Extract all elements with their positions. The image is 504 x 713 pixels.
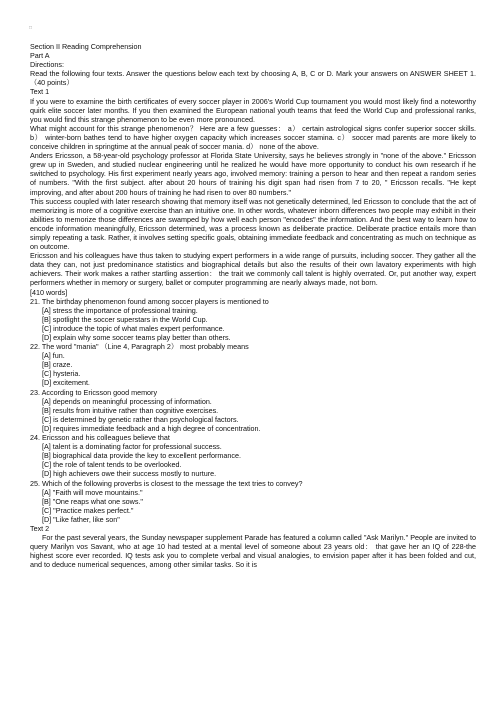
answer-option: [D] explain why some soccer teams play better than others. — [42, 333, 231, 342]
text1-title: Text 1 — [30, 87, 50, 97]
answer-option: [A] stress the importance of professional training. — [42, 305, 198, 315]
answer-option: [C] hysteria. — [42, 369, 81, 379]
part-label: Part A — [30, 51, 50, 61]
text1-paragraph: If you were to examine the birth certificates of every soccer player in 2006's World Cup tournament you would most likely find a noteworthy quirk elite soccer later months. If you then examined the European national youth teams that feed the World Cup and professional ranks, you would find this strange phenomenon to be even more pronounced. — [30, 96, 476, 124]
answer-option: [B] craze. — [42, 360, 73, 370]
answer-option: [D] excitement. — [42, 378, 90, 388]
section-title: Section II Reading Comprehension — [30, 42, 142, 51]
question-24 — [30, 433, 476, 478]
answer-option: [A] talent is a dominating factor for professional success. — [42, 442, 222, 452]
corner-mark: □ — [29, 25, 33, 31]
answer-option: [B] results from intuitive rather than cognitive exercises. — [42, 405, 219, 415]
text2-paragraph: For the past several years, the Sunday newspaper supplement Parade has featured a column called "Ask Marilyn." People are invited to query Marilyn vos Savant, who at age 10 had tested at a mental level of someone about 23 years old： that gave her an IQ of 228-the highest score ever recorded. IQ tests ask you to complete verbal and visual analogies, to envision paper after it has been folded and cut, and to deduce numerical sequences, among other similar tasks. So it is — [30, 533, 476, 570]
question-stem: 23. According to Ericsson good memory — [30, 387, 158, 397]
answer-option: [A] "Faith will move mountains." — [42, 487, 143, 497]
question-stem: 24. Ericsson and his colleagues believe that — [30, 433, 170, 443]
answer-option: [D] requires immediate feedback and a high degree of concentration. — [42, 423, 261, 433]
directions-label: Directions: — [30, 60, 64, 70]
answer-option: [C] is determined by genetic rather than psychological factors. — [42, 414, 239, 424]
directions-text: Read the following four texts. Answer the questions below each text by choosing A, B, C or D. Mark your answers on ANSWER SHEET 1. （40 points） — [30, 69, 476, 88]
answer-option: [A] fun. — [42, 351, 65, 361]
word-count: [410 words] — [30, 287, 68, 297]
answer-option: [B] "One reaps what one sows." — [42, 496, 143, 506]
text2-title: Text 2 — [30, 523, 50, 533]
text1-paragraph: What might account for this strange phenomenon？ Here are a few guesses： a） certain astrological signs confer superior soccer skills. b） winter-born bathes tend to have higher oxygen capacity which increases soccer stamina. c） soccer mad parents are more likely to conceive children in springtime at the annual peak of soccer mania. d） none of the above. — [30, 123, 476, 152]
question-21 — [30, 297, 476, 342]
question-25 — [30, 479, 476, 524]
answer-option: [C] "Practice makes perfect." — [42, 505, 134, 515]
answer-option: [D] high achievers owe their success mostly to nurture. — [42, 469, 217, 479]
question-23 — [30, 388, 476, 433]
question-stem: 21. The birthday phenomenon found among soccer players is mentioned to — [30, 296, 269, 306]
question-stem: 25. Which of the following proverbs is closest to the message the text tries to convey? — [30, 478, 303, 488]
text1-paragraph: This success coupled with later research showing that memory itself was not genetically determined, led Ericsson to conclude that the act of memorizing is more of a cognitive exercise than an intuitive one. In other words, whatever inborn differences two people may exhibit in their abilities to memorize those differences are swamped by how well each person "encodes" the information. And the best way to learn how to encode information meaningfully, Ericsson determined, was a process known as deliberate practice. Deliberate practice entails more than simply repeating a task. Rather, it involves setting specific goals, obtaining immediate feedback and concentrating as much on technique as on outcome. — [30, 196, 476, 252]
answer-option: [B] spotlight the soccer superstars in the World Cup. — [42, 314, 208, 324]
answer-option: [A] depends on meaningful processing of information. — [42, 396, 212, 406]
answer-option: [C] introduce the topic of what males expert performance. — [42, 323, 225, 333]
question-22 — [30, 342, 476, 387]
question-stem: 22. The word "mania" （Line 4, Paragraph 2） most probably means — [30, 342, 249, 352]
answer-option: [D] "Like father, like son" — [42, 514, 120, 524]
answer-option: [C] the role of talent tends to be overlooked. — [42, 460, 182, 470]
text1-paragraph: Ericsson and his colleagues have thus taken to studying expert performers in a wide range of pursuits, including soccer. They gather all the data they can, not just predominance statistics and biographical details but also the results of their own lavatory experiments with high achievers. Their work makes a rather startling assertion： the trait we commonly call talent is highly overrated. Or, put another way, expert performers whether in memory or surgery, ballet or computer programming are nearly always made, not born. — [30, 251, 476, 288]
answer-option: [B] biographical data provide the key to excellent performance. — [42, 451, 241, 461]
text1-paragraph: Anders Ericsson, a 58-year-old psychology professor at Florida State University, says he believes strongly in "none of the above." Ericsson grew up in Sweden, and studied nuclear engineering until he realized he would have more opportunity to conduct his own research if he switched to psychology. His first experiment nearly years ago, involved memory: training a person to hear and then repeat a random series of numbers. "With the first subject. after about 20 hours of training his digit span had risen from 7 to 20, " Ericsson recalls. "He kept improving, and after about 200 hours of training he had risen to over 80 numbers." — [30, 151, 476, 197]
